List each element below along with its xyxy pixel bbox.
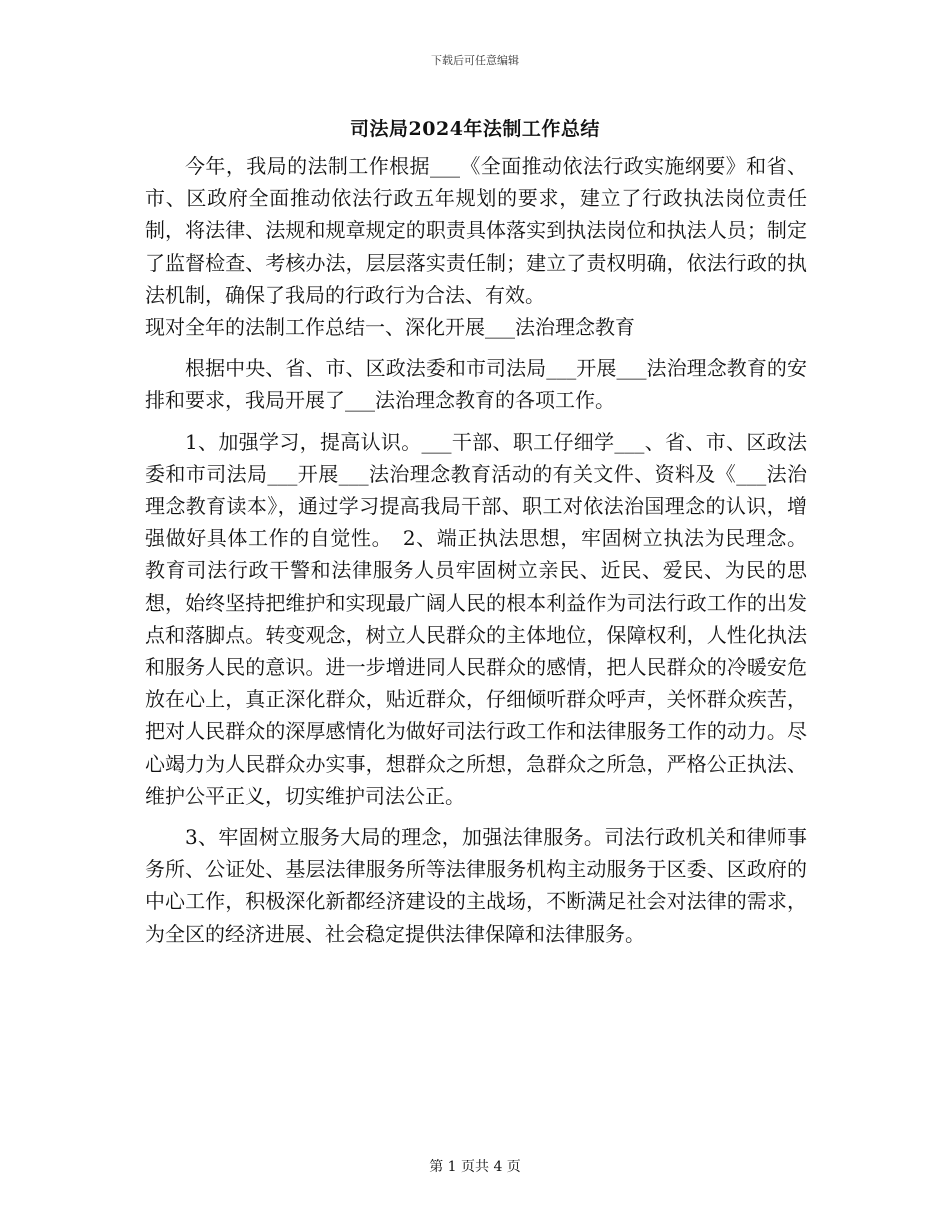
document-title: 司法局2024年法制工作总结: [350, 118, 600, 140]
paragraph-study-and-ideology: 1、加强学习，提高认识。___干部、职工仔细学___、省、市、区政法委和市司法局___开展___法治理念教育活动的有关文件、资料及《___法治理念教育读本》，通过学习提高我局干部、职工对依法治国理念的认识，增强做好具体工作的自觉性。 2、端正执法思想，牢固树立执法为民理念。教育司法行政干警和法律服务人员牢固树立亲民、近民、爱民、为民的思想，始终坚持把维护和实现最广阔人民的根本利益作为司法行政工作的出发点和落脚点。转变观念，树立人民群众的主体地位，保障权利，人性化执法和服务人民的意识。进一步增进同人民群众的感情，把人民群众的冷暖安危放在心上，真正深化群众，贴近群众，仔细倾听群众呼声，关怀群众疾苦，把对人民群众的深厚感情化为做好司法行政工作和法律服务工作的动力。尽心竭力为人民群众办实事，想群众之所想，急群众之所急，严格公正执法、维护公平正义，切实维护司法公正。: [145, 429, 807, 808]
paragraph-section-heading: 现对全年的法制工作总结一、深化开展___法治理念教育: [145, 315, 635, 340]
page-number: 第 1 页共 4 页: [429, 1159, 521, 1175]
page-header-note: 下载后可任意编辑: [431, 54, 519, 67]
document-body: [145, 150, 807, 950]
paragraph-intro: 今年，我局的法制工作根据___《全面推动依法行政实施纲要》和省、市、区政府全面推动依法行政五年规划的要求，建立了行政执法岗位责任制，将法律、法规和规章规定的职责具体落实到执法岗位和执法人员；制定了监督检查、考核办法，层层落实责任制；建立了责权明确，依法行政的执法机制，确保了我局的行政行为合法、有效。: [145, 154, 807, 307]
paragraph-arrangement: 根据中央、省、市、区政法委和市司法局___开展___法治理念教育的安排和要求，我局开展了___法治理念教育的各项工作。: [145, 356, 807, 413]
paragraph-legal-services: 3、牢固树立服务大局的理念，加强法律服务。司法行政机关和律师事务所、公证处、基层法律服务所等法律服务机构主动服务于区委、区政府的中心工作，积极深化新都经济建设的主战场，不断满足社会对法律的需求，为全区的经济进展、社会稳定提供法律保障和法律服务。: [145, 825, 807, 946]
